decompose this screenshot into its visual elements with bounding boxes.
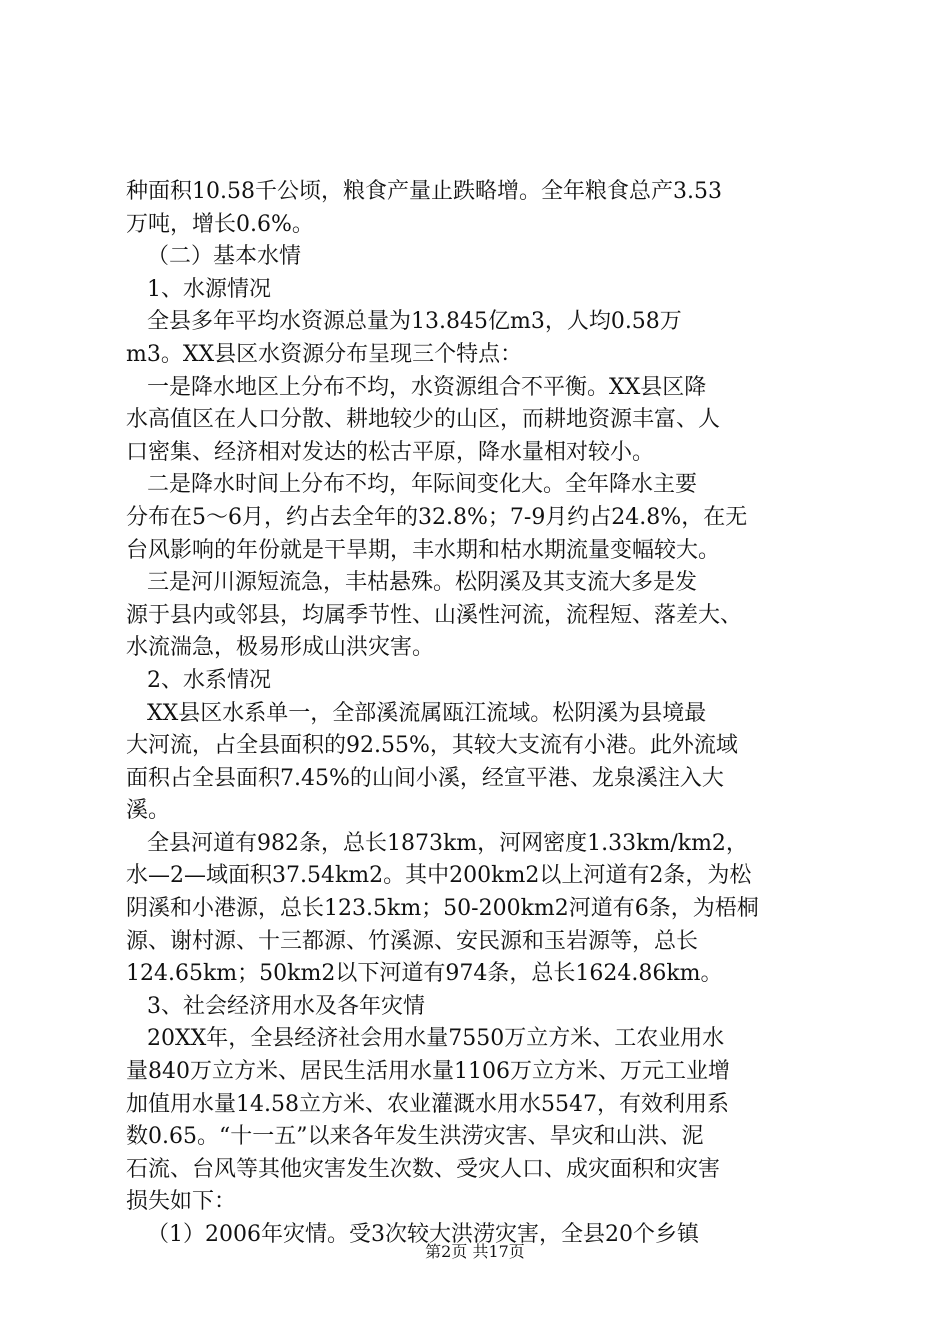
text-line: 损失如下： [126,1189,237,1215]
text-line: m3。XX县区水资源分布呈现三个特点： [126,341,523,367]
text-line: 源于县内或邻县，均属季节性、山溪性河流，流程短、落差大、 [126,602,743,628]
text-line: 分布在5～6月，约占去全年的32.8%；7-9月约占24.8%，在无 [126,504,748,530]
text-line: XX县区水系单一，全部溪流属瓯江流域。松阴溪为县境最 [126,700,707,726]
text-line: 源、谢村源、十三都源、竹溪源、安民源和玉岩源等，总长 [126,928,699,954]
page-number-footer: 第2页 共17页 [425,1242,525,1261]
text-line: 阴溪和小港源，总长123.5km；50-200km2河道有6条，为梧桐 [126,896,759,922]
text-line: 台风影响的年份就是干旱期，丰水期和枯水期流量变幅较大。 [126,537,721,563]
text-line: 量840万立方米、居民生活用水量1106万立方米、万元工业增 [126,1059,730,1085]
text-line: 数0.65。“十一五”以来各年发生洪涝灾害、旱灾和山洪、泥 [126,1124,704,1150]
text-line: 万吨，增长0.6%。 [126,211,314,237]
text-line: 二是降水时间上分布不均，年际间变化大。全年降水主要 [126,472,697,498]
text-line: 加值用水量14.58立方米、农业灌溉水用水5547，有效利用系 [126,1091,729,1117]
subsection-heading: 1、水源情况 [126,276,271,302]
text-line: 溪。 [126,798,171,824]
text-line: 水高值区在人口分散、耕地较少的山区，而耕地资源丰富、人 [126,407,721,433]
text-line: 三是河川源短流急，丰枯悬殊。松阴溪及其支流大多是发 [126,570,697,596]
subsection-heading: 2、水系情况 [126,667,271,693]
text-line: 口密集、经济相对发达的松古平原，降水量相对较小。 [126,439,655,465]
subsection-heading: 3、社会经济用水及各年灾情 [126,993,425,1019]
text-line: 全县多年平均水资源总量为13.845亿m3，人均0.58万 [126,309,682,335]
text-line: （1）2006年灾情。受3次较大洪涝灾害，全县20个乡镇 [126,1222,699,1247]
text-line: 20XX年，全县经济社会用水量7550万立方米、工农业用水 [126,1026,725,1052]
text-line: 石流、台风等其他灾害发生次数、受灾人口、成灾面积和灾害 [126,1156,721,1182]
text-line: 大河流，占全县面积的92.55%，其较大支流有小港。此外流域 [126,733,738,759]
text-line: 124.65km；50km2以下河道有974条，总长1624.86km。 [126,961,723,987]
text-line: 一是降水地区上分布不均，水资源组合不平衡。XX县区降 [126,374,707,400]
text-line: 种面积10.58千公顷，粮食产量止跌略增。全年粮食总产3.53 [126,179,722,204]
text-line: 全县河道有982条，总长1873km，河网密度1.33km/km2， [126,830,748,856]
section-heading: （二）基本水情 [126,244,301,270]
text-line: 面积占全县面积7.45%的山间小溪，经宣平港、龙泉溪注入大 [126,765,724,791]
document-body [126,176,838,1252]
text-line: 水—2—域面积37.54km2。其中200km2以上河道有2条，为松 [126,863,752,889]
text-line: 水流湍急，极易形成山洪灾害。 [126,635,435,661]
